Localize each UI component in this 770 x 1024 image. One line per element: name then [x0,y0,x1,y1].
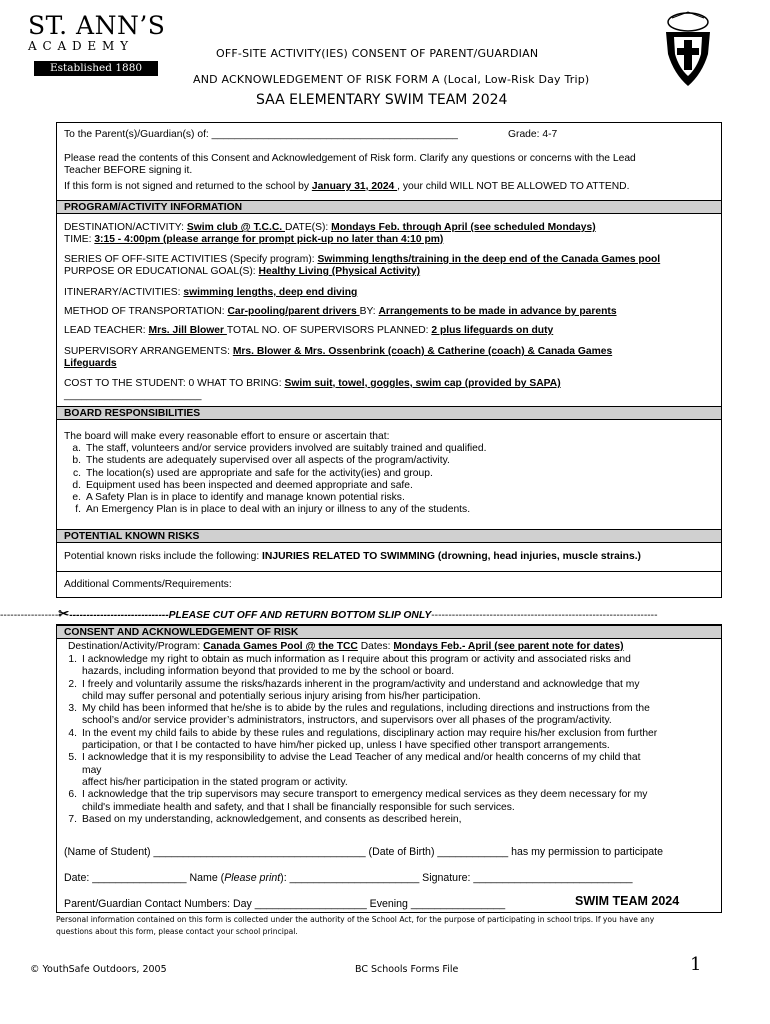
list-item: hazards, including information beyond that provided to me by the school or board. [82,666,455,678]
purpose-line: PURPOSE OR EDUCATIONAL GOAL(S): Healthy Living (Physical Activity) [64,266,421,277]
list-item: 3. My child has been informed that he/she is to abide by the rules and regulations, including directions and instructions from the [68,703,650,715]
risks-line: Potential known risks include the following: INJURIES RELATED TO SWIMMING (drowning, head injuries, muscle strains.) [64,551,641,562]
privacy-note-1: Personal information contained on this form is collected under the authority of the School Act, for the purpose of participating in school trips. If you have any [56,915,655,924]
list-item: participation, or that I be contacted to have him/her picked up, unless I have specified other transport arrangements. [82,740,610,752]
list-item: e. A Safety Plan is in place to identify and manage known potential risks. [72,492,405,504]
form-heading-line2: AND ACKNOWLEDGEMENT OF RISK FORM A (Local, Low-Risk Day Trip) [193,73,590,86]
list-item: a. The staff, volunteers and/or service providers involved are suitably trained and qualified. [72,443,487,454]
board-intro: The board will make every reasonable effort to ensure or ascertain that: [64,431,390,442]
parent-of-field[interactable]: To the Parent(s)/Guardian(s) of: ___________________________________________ [64,129,458,140]
crest-icon [662,10,714,88]
series-line: SERIES OF OFF-SITE ACTIVITIES (Specify program): Swimming lengths/training in the deep end of the Canada Games pool [64,254,661,265]
list-item: 6. I acknowledge that the trip supervisors may secure transport to emergency medical services as they deem necessary for my [68,789,648,801]
supervisory-line-1: SUPERVISORY ARRANGEMENTS: Mrs. Blower & Mrs. Ossenbrink (coach) & Catherine (coach) & Canada Games [64,346,613,357]
page-title: SAA ELEMENTARY SWIM TEAM 2024 [256,92,508,108]
consent-destination: Destination/Activity/Program: Canada Games Pool @ the TCC Dates: Mondays Feb.- April (see parent note for dates) [68,641,624,652]
list-item: f. An Emergency Plan is in place to deal with an injury or illness to any of the students. [75,504,471,516]
form-box-upper [56,122,722,598]
grade-label: Grade: 4-7 [508,129,558,140]
section-potential-risks: POTENTIAL KNOWN RISKS [57,529,721,543]
swim-team-label: SWIM TEAM 2024 [575,894,680,908]
copyright: © YouthSafe Outdoors, 2005 [30,964,167,975]
supervisory-line-2: Lifeguards [64,358,117,369]
list-item: 4. In the event my child fails to abide by these rules and regulations, disciplinary action may require his/her exclusion from further [68,727,658,739]
school-logo [28,12,168,82]
list-item: may [82,764,102,776]
list-item: 2. I freely and voluntarily assume the risks/hazards inherent in the program/activity and understand and acknowledge that my [68,678,640,690]
student-name-field[interactable]: (Name of Student) ____________________________________ (Date of Birth) ____________ has my permission to participate [64,846,663,858]
date-name-signature-field[interactable]: Date: ________________ Name (Please print): ______________________ Signature: ___________________________ [64,872,633,884]
divider [57,571,721,572]
forms-file-label: BC Schools Forms File [355,964,459,975]
board-list [64,443,486,517]
consent-list [60,654,657,826]
logo-name: ST. ANN’S [28,11,166,40]
list-item: 1. I acknowledge my right to obtain as much information as I require about this program or activity and associated risks and [68,654,631,665]
list-item: child's immediate health and safety, and that I shall be financially responsible for such services. [82,801,515,813]
destination-line: DESTINATION/ACTIVITY: Swim club @ T.C.C. DATE(S): Mondays Feb. through April (see scheduled Mondays) [64,222,596,233]
section-consent: CONSENT AND ACKNOWLEDGEMENT OF RISK [57,625,721,639]
section-program-info: PROGRAM/ACTIVITY INFORMATION [57,200,721,214]
list-item: affect his/her participation in the stated program or activity. [82,776,348,788]
lead-teacher-line: LEAD TEACHER: Mrs. Jill Blower TOTAL NO. OF SUPERVISORS PLANNED: 2 plus lifeguards on duty [64,325,554,336]
deadline-text: If this form is not signed and returned to the school by January 31, 2024 , your child WILL NOT BE ALLOWED TO ATTEND. [64,181,630,192]
itinerary-line: ITINERARY/ACTIVITIES: swimming lengths, deep end diving [64,287,358,298]
cost-line: COST TO THE STUDENT: 0 WHAT TO BRING: Swim suit, towel, goggles, swim cap (provided by SAPA) [64,378,561,389]
privacy-note-2: questions about this form, please contact your school principal. [56,927,298,936]
cut-line: -----------------✂-----------------------------PLEASE CUT OFF AND RETURN BOTTOM SLIP ONLY------------------------------------------------------------------ [0,606,658,621]
list-item: school’s and/or service provider’s administrators, instructors, and supervisors over all phases of the program/activity. [82,715,612,727]
additional-comments-field[interactable]: Additional Comments/Requirements: [64,579,232,590]
form-heading-line1: OFF-SITE ACTIVITY(IES) CONSENT OF PARENT/GUARDIAN [216,47,539,60]
list-item: 7. Based on my understanding, acknowledgement, and consents as described herein, [68,813,462,825]
transport-line: METHOD OF TRANSPORTATION: Car-pooling/parent drivers BY: Arrangements to be made in advance by parents [64,306,617,317]
list-item: c. The location(s) used are appropriate and safe for the activity(ies) and group. [72,467,433,479]
logo-established: Established 1880 [34,61,158,76]
intro-text-1: Please read the contents of this Consent and Acknowledgement of Risk form. Clarify any questions or concerns with the Lead [64,153,636,164]
contact-numbers-field[interactable]: Parent/Guardian Contact Numbers: Day ___________________ Evening ________________ [64,898,506,910]
list-item: child may suffer personal and potentially serious injury arising from his/her participation. [82,690,481,702]
intro-text-2: Teacher BEFORE signing it. [64,165,193,176]
scissors-icon: ✂ [58,606,70,621]
list-item: d. Equipment used has been inspected and deemed appropriate and safe. [72,479,413,491]
page-number: 1 [690,954,702,975]
blank-line: ________________________ [64,390,202,401]
list-item: b. The students are adequately supervised over all aspects of the program/activity. [72,455,450,467]
logo-subtitle: A C A D E M Y [28,39,129,53]
time-line: TIME: 3:15 - 4:00pm (please arrange for prompt pick-up no later than 4:10 pm) [64,234,444,245]
list-item: 5. I acknowledge that it is my responsibility to advise the Lead Teacher of any medical and/or health concerns of my child that [68,752,641,764]
section-board-responsibilities: BOARD RESPONSIBILITIES [57,406,721,420]
